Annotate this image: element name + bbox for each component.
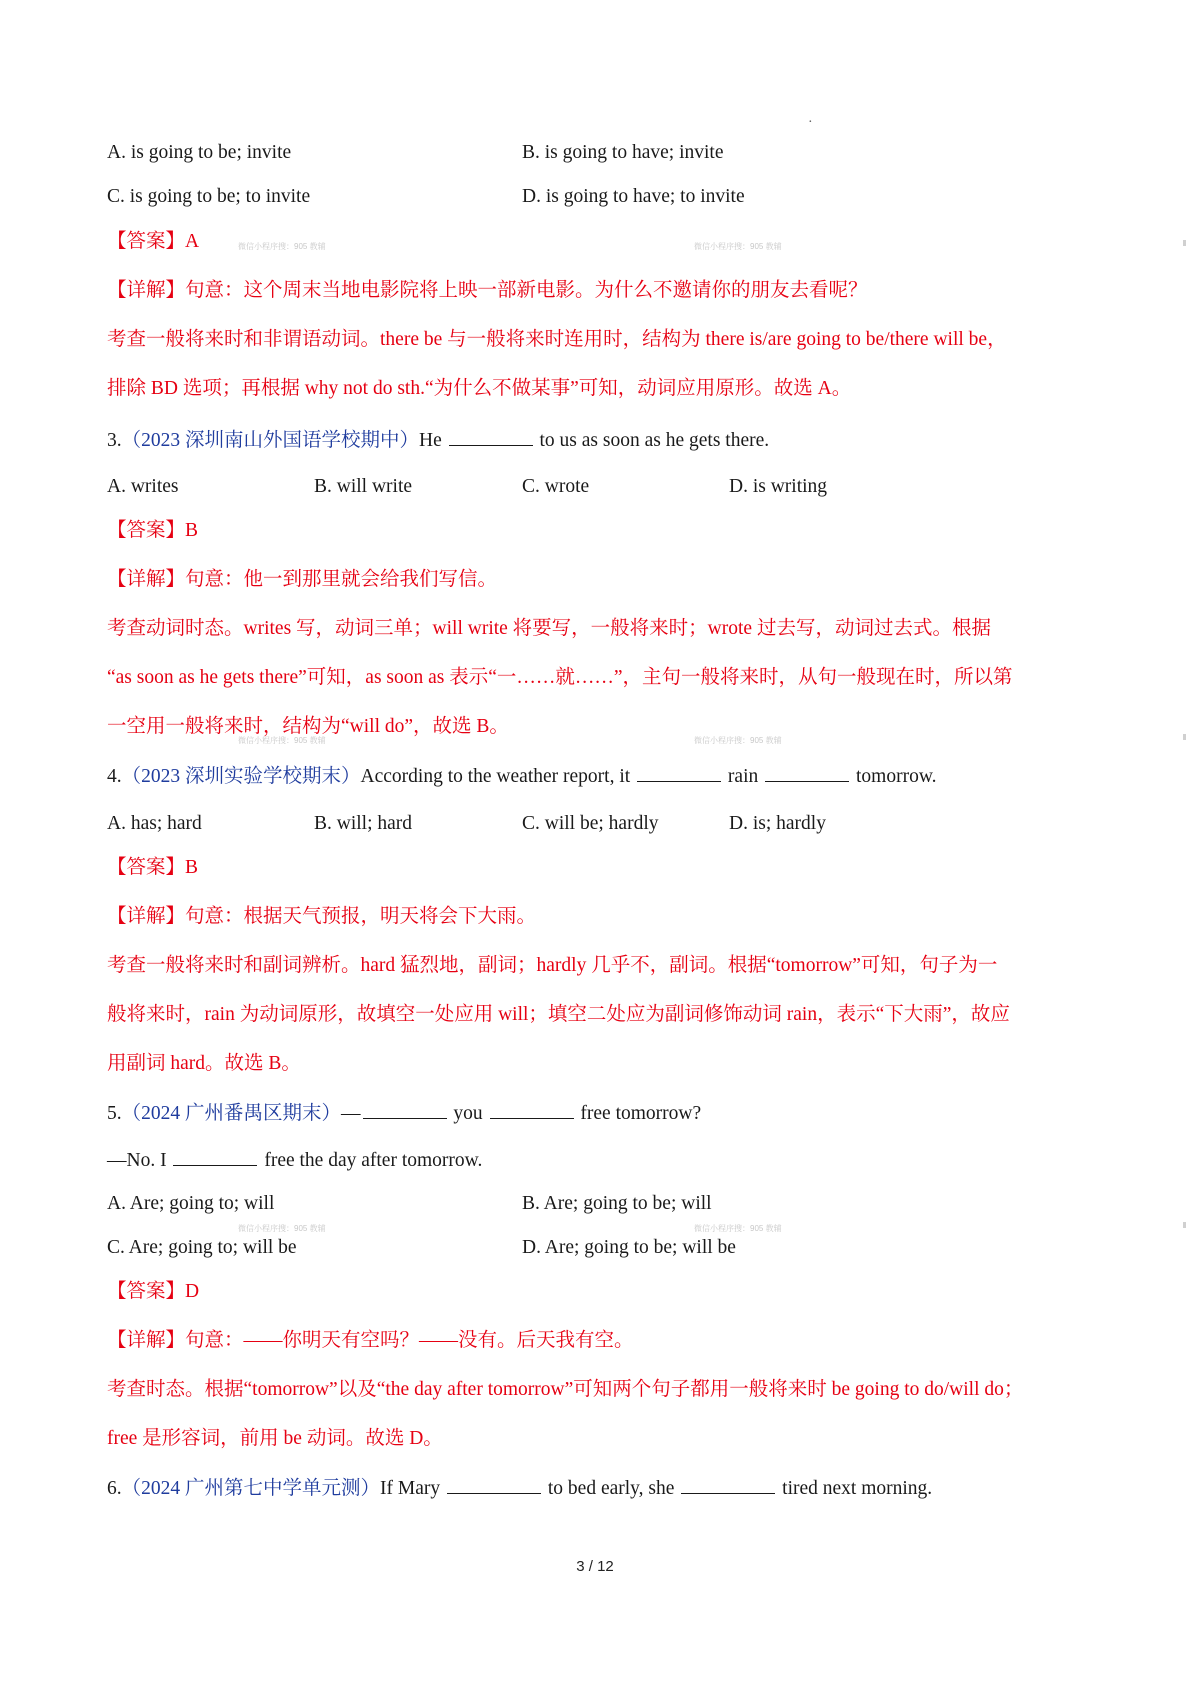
q5-option-c: C. Are; going to; will be bbox=[107, 1237, 297, 1258]
detail-label: 【详解】 bbox=[107, 906, 186, 927]
question-number: 3. bbox=[107, 430, 122, 451]
answer-blank bbox=[681, 1475, 775, 1494]
q4-option-d: D. is; hardly bbox=[729, 813, 826, 834]
q4-explanation-1: 考查一般将来时和副词辨析。hard 猛烈地，副词；hardly 几乎不，副词。根据“tomorrow”可知，句子为一 bbox=[107, 955, 998, 976]
question-source: （2024 广州第七中学单元测） bbox=[121, 1478, 381, 1499]
q3-option-d: D. is writing bbox=[729, 476, 828, 497]
q2-explanation-2: 排除 BD 选项；再根据 why not do sth.“为什么不做某事”可知，动词应用原形。故选 A。 bbox=[107, 378, 852, 399]
q3-option-b: B. will write bbox=[314, 476, 413, 497]
q3-explanation-3: 一空用一般将来时，结构为“will do”，故选 B。 bbox=[107, 716, 509, 737]
q2-option-c: C. is going to be; to invite bbox=[107, 186, 311, 207]
detail-label: 【详解】 bbox=[107, 569, 186, 590]
q5-answer: 【答案】D bbox=[107, 1281, 200, 1302]
stem-text: you bbox=[453, 1103, 483, 1124]
q5-explanation-1: 考查时态。根据“tomorrow”以及“the day after tomorrow”可知两个句子都用一般将来时 be going to do/will do； bbox=[107, 1379, 1024, 1400]
q5-option-b: B. Are; going to be; will bbox=[522, 1193, 712, 1214]
q3-stem bbox=[107, 427, 769, 454]
q4-option-c: C. will be; hardly bbox=[522, 813, 659, 834]
q3-answer: 【答案】B bbox=[107, 520, 199, 541]
page-number: 3 / 12 bbox=[576, 1558, 614, 1575]
q4-answer: 【答案】B bbox=[107, 857, 199, 878]
detail-label: 【详解】 bbox=[107, 1330, 186, 1351]
detail-text: 句意：——你明天有空吗？——没有。后天我有空。 bbox=[185, 1330, 634, 1351]
q2-option-a: A. is going to be; invite bbox=[107, 142, 292, 163]
answer-blank bbox=[447, 1475, 541, 1494]
q2-detail bbox=[107, 278, 868, 304]
q5-stem-line-2 bbox=[107, 1147, 482, 1174]
q2-option-d: D. is going to have; to invite bbox=[522, 186, 745, 207]
answer-blank bbox=[765, 763, 849, 782]
question-source: （2023 深圳实验学校期末） bbox=[121, 766, 361, 787]
stem-text: According to the weather report, it bbox=[360, 766, 631, 787]
q5-stem bbox=[107, 1100, 701, 1127]
stem-text: tomorrow. bbox=[856, 766, 937, 787]
stem-text: free the day after tomorrow. bbox=[264, 1150, 483, 1171]
q4-option-a: A. has; hard bbox=[107, 813, 202, 834]
q4-explanation-2: 般将来时，rain 为动词原形，故填空一处应用 will；填空二处应为副词修饰动词 rain，表示“下大雨”，故应 bbox=[107, 1004, 1010, 1025]
q4-explanation-3: 用副词 hard。故选 B。 bbox=[107, 1053, 301, 1074]
stem-text: to us as soon as he gets there. bbox=[539, 430, 770, 451]
q5-option-a: A. Are; going to; will bbox=[107, 1193, 275, 1214]
q6-stem bbox=[107, 1475, 932, 1502]
q3-option-c: C. wrote bbox=[522, 476, 590, 497]
dash: — bbox=[341, 1103, 361, 1124]
stem-text: —No. I bbox=[107, 1150, 167, 1171]
watermark: 微信小程序搜：905 教辅 bbox=[238, 242, 326, 251]
watermark: 微信小程序搜：905 教辅 bbox=[694, 242, 782, 251]
stem-text: rain bbox=[727, 766, 759, 787]
stem-text: He bbox=[419, 430, 442, 451]
answer-blank bbox=[449, 427, 533, 446]
answer-blank bbox=[490, 1100, 574, 1119]
question-number: 4. bbox=[107, 766, 122, 787]
q2-option-b: B. is going to have; invite bbox=[522, 142, 724, 163]
detail-text: 句意：他一到那里就会给我们写信。 bbox=[185, 569, 498, 590]
question-source: （2023 深圳南山外国语学校期中） bbox=[121, 430, 420, 451]
detail-label: 【详解】 bbox=[107, 280, 186, 301]
watermark: 微信小程序搜：905 教辅 bbox=[238, 736, 326, 745]
q4-stem bbox=[107, 763, 937, 790]
answer-blank bbox=[637, 763, 721, 782]
detail-text: 句意：根据天气预报，明天将会下大雨。 bbox=[185, 906, 537, 927]
question-number: 5. bbox=[107, 1103, 122, 1124]
q3-explanation-2: “as soon as he gets there”可知，as soon as 表示“一……就……”，主句一般将来时，从句一般现在时，所以第 bbox=[107, 667, 1013, 688]
q2-explanation-1: 考查一般将来时和非谓语动词。there be 与一般将来时连用时，结构为 there is/are going to be/there will be， bbox=[107, 329, 1007, 350]
q4-option-b: B. will; hard bbox=[314, 813, 413, 834]
answer-blank bbox=[363, 1100, 447, 1119]
watermark: 微信小程序搜：905 教辅 bbox=[694, 1224, 782, 1233]
question-number: 6. bbox=[107, 1478, 122, 1499]
watermark: 微信小程序搜：905 教辅 bbox=[694, 736, 782, 745]
stem-text: If Mary bbox=[380, 1478, 441, 1499]
q5-detail bbox=[107, 1328, 634, 1354]
edge-mark bbox=[1183, 240, 1186, 246]
stem-text: free tomorrow? bbox=[580, 1103, 702, 1124]
stem-text: to bed early, she bbox=[547, 1478, 675, 1499]
watermark: 微信小程序搜：905 教辅 bbox=[238, 1224, 326, 1233]
question-source: （2024 广州番禺区期末） bbox=[121, 1103, 342, 1124]
edge-mark bbox=[1183, 734, 1186, 740]
q5-option-d: D. Are; going to be; will be bbox=[522, 1237, 736, 1258]
answer-blank bbox=[173, 1147, 257, 1166]
q3-explanation-1: 考查动词时态。writes 写，动词三单；will write 将要写，一般将来时；wrote 过去写，动词过去式。根据 bbox=[107, 618, 991, 639]
q5-explanation-2: free 是形容词，前用 be 动词。故选 D。 bbox=[107, 1428, 443, 1449]
q4-detail bbox=[107, 904, 536, 930]
detail-text: 句意：这个周末当地电影院将上映一部新电影。为什么不邀请你的朋友去看呢？ bbox=[185, 280, 868, 301]
q3-option-a: A. writes bbox=[107, 476, 179, 497]
q3-detail bbox=[107, 567, 497, 593]
edge-mark bbox=[1183, 1222, 1186, 1228]
stray-dot: · bbox=[808, 115, 813, 130]
stem-text: tired next morning. bbox=[782, 1478, 933, 1499]
q2-answer: 【答案】A bbox=[107, 231, 200, 252]
